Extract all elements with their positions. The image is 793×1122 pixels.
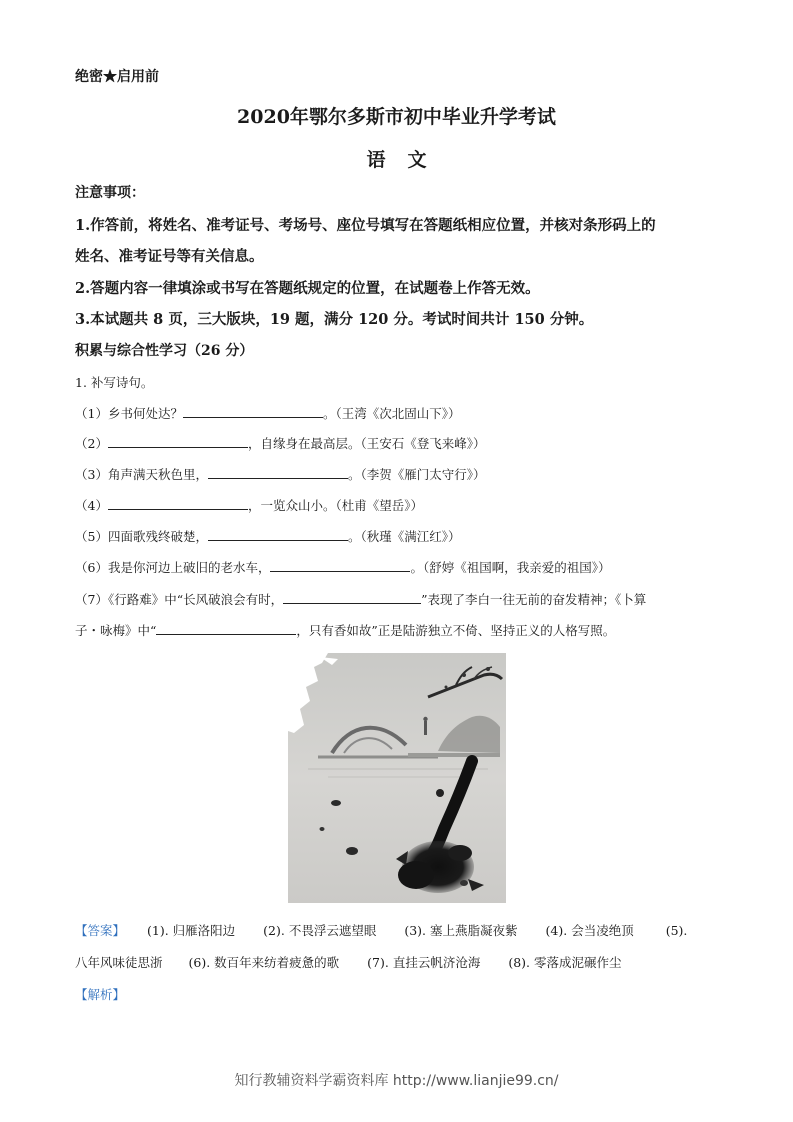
analysis-tag: 【解析】 xyxy=(75,987,126,1002)
footer-watermark: 知行教辅资料学霸资料库 http://www.lianjie99.cn/ xyxy=(234,1073,559,1089)
section-title: 积累与综合性学习（26 分） xyxy=(75,343,254,359)
question-item-4 xyxy=(75,496,423,514)
notice-rule-1a: 1.作答前，将姓名、准考证号、考场号、座位号填写在答题纸相应位置，并核对条形码上的 xyxy=(75,217,656,234)
notice-rule-1b: 姓名、准考证号等有关信息。 xyxy=(75,248,264,265)
item-suffix: 。（李贺《雁门太守行》） xyxy=(347,467,486,482)
answer-item: (6). 数百年来纺着疲惫的歌 xyxy=(188,955,340,970)
question-item-2 xyxy=(75,434,485,452)
item-suffix: ”表现了李白一往无前的奋发精神；《卜算 xyxy=(421,592,647,607)
answer-line-2 xyxy=(75,953,622,971)
secret-label: 绝密★启用前 xyxy=(75,69,159,85)
question-item-3 xyxy=(75,465,485,483)
question-item-7b xyxy=(75,621,615,639)
item-prefix: （6）我是你河边上破旧的老水车， xyxy=(75,560,271,575)
question-item-6 xyxy=(75,558,610,576)
notice-rule-2: 2.答题内容一律填涂或书写在答题纸规定的位置，在试题卷上作答无效。 xyxy=(75,280,540,297)
answer-item: (8). 零落成泥碾作尘 xyxy=(508,955,622,970)
item-prefix: （2） xyxy=(75,436,108,451)
answer-item-number: (5). xyxy=(665,923,688,938)
notice-rule-3: 3.本试题共 8 页，三大版块，19 题，满分 120 分。考试时间共计 150 分钟。 xyxy=(75,311,594,328)
answer-line-1 xyxy=(75,921,687,939)
item-prefix: 子・咏梅》中“ xyxy=(75,623,157,638)
answer-item: 八年风味徒思浙 xyxy=(75,955,163,970)
exam-title: 2020年鄂尔多斯市初中毕业升学考试 xyxy=(237,106,556,128)
item-prefix: （3）角声满天秋色里， xyxy=(75,467,208,482)
ink-painting-image xyxy=(288,653,506,903)
answer-item: (7). 直挂云帆济沧海 xyxy=(367,955,481,970)
answer-item: (3). 塞上燕脂凝夜紫 xyxy=(404,923,518,938)
answer-blank[interactable] xyxy=(270,559,410,572)
answer-tag: 【答案】 xyxy=(75,923,126,938)
answer-item: (1). 归雁洛阳边 xyxy=(147,923,236,938)
item-prefix: （5）四面歌残终破楚， xyxy=(75,529,208,544)
notice-heading: 注意事项： xyxy=(75,185,145,201)
item-prefix: （1）乡书何处达？ xyxy=(75,406,183,421)
item-prefix: （4） xyxy=(75,498,108,513)
question-item-7a xyxy=(75,590,646,608)
ink-painting-svg xyxy=(288,653,506,903)
item-suffix: ，一览众山小。（杜甫《望岳》） xyxy=(247,498,423,513)
item-prefix: （7）《行路难》中“长风破浪会有时， xyxy=(75,592,284,607)
item-suffix: 。（王湾《次北固山下》） xyxy=(322,406,461,421)
answer-blank[interactable] xyxy=(208,466,348,479)
question-item-1 xyxy=(75,404,460,422)
item-suffix: ，自缘身在最高层。（王安石《登飞来峰》） xyxy=(247,436,486,451)
answer-blank[interactable] xyxy=(108,435,248,448)
answer-blank[interactable] xyxy=(183,405,323,418)
answer-blank[interactable] xyxy=(156,622,296,635)
answer-blank[interactable] xyxy=(208,528,348,541)
subject-title: 语文 xyxy=(366,149,449,171)
item-suffix: 。（舒婷《祖国啊，我亲爱的祖国》） xyxy=(410,560,611,575)
answer-item: (2). 不畏浮云遮望眼 xyxy=(263,923,377,938)
question-item-5 xyxy=(75,527,460,545)
answer-blank[interactable] xyxy=(108,497,248,510)
answer-item: (4). 会当凌绝顶 xyxy=(545,923,634,938)
question-stem: 1. 补写诗句。 xyxy=(75,375,154,390)
item-suffix: ，只有香如故”正是陆游独立不倚、坚持正义的人格写照。 xyxy=(296,623,616,638)
item-suffix: 。（秋瑾《满江红》） xyxy=(347,529,461,544)
answer-blank[interactable] xyxy=(283,591,421,604)
